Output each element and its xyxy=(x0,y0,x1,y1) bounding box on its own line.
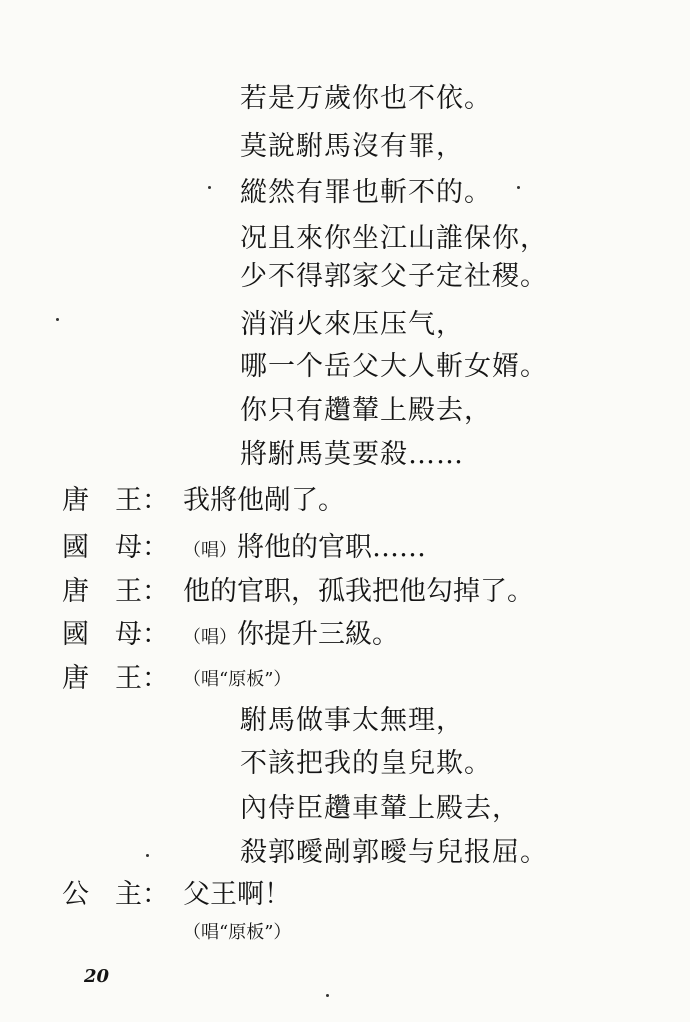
verse-line: 殺郭曖剮郭曖与兒报屈。 xyxy=(240,837,548,868)
scan-speck xyxy=(326,994,329,997)
scan-speck xyxy=(56,318,59,321)
colon: ： xyxy=(142,576,169,607)
scan-speck xyxy=(146,854,149,857)
stage-cue: （唱） xyxy=(183,540,237,561)
verse-line: 哪一个岳父大人斬女婿。 xyxy=(240,351,548,382)
speech-text: 你提升三級。 xyxy=(237,619,399,650)
verse-line: 少不得郭家父子定社稷。 xyxy=(240,261,548,292)
speaker-char: 唐 xyxy=(62,663,89,694)
colon: ： xyxy=(142,619,169,650)
verse-line: 若是万歲你也不依。 xyxy=(240,83,492,114)
speech-text: 將他的官职…… xyxy=(237,532,426,563)
colon: ： xyxy=(142,485,169,516)
scan-speck xyxy=(517,186,520,189)
speaker-char: 國 xyxy=(62,532,89,563)
stage-cue: （唱） xyxy=(183,627,237,648)
speaker-char: 王 xyxy=(115,576,142,607)
speaker-char: 王 xyxy=(115,485,142,516)
scan-speck xyxy=(208,186,211,189)
speaker-label xyxy=(62,575,169,609)
speaker-label xyxy=(62,662,169,696)
speech-line xyxy=(183,531,426,568)
speech-line xyxy=(183,618,399,655)
colon: ： xyxy=(142,532,169,563)
stage-cue: （唱“原板”） xyxy=(183,922,292,943)
stage-cue: （唱“原板”） xyxy=(183,669,292,690)
verse-line: 內侍臣趲車輦上殿去， xyxy=(240,793,520,824)
verse-line: 不該把我的皇兒欺。 xyxy=(240,748,492,779)
verse-line: 况且來你坐江山誰保你， xyxy=(240,223,548,254)
speaker-label xyxy=(62,531,169,565)
verse-line: 莫說駙馬沒有罪， xyxy=(240,131,464,162)
verse-line: 消消火來压压气， xyxy=(240,309,464,340)
speaker-char: 主 xyxy=(115,879,142,910)
speaker-label xyxy=(62,878,169,912)
speaker-char: 母 xyxy=(115,532,142,563)
speaker-char: 王 xyxy=(115,663,142,694)
verse-line: 縱然有罪也斬不的。 xyxy=(240,177,492,208)
colon: ： xyxy=(142,879,169,910)
speaker-char: 母 xyxy=(115,619,142,650)
speaker-char: 公 xyxy=(62,879,89,910)
speech-text: 我將他剮了。 xyxy=(183,485,345,516)
verse-line: 你只有趲輦上殿去， xyxy=(240,395,492,426)
speaker-label xyxy=(62,618,169,652)
speaker-char: 國 xyxy=(62,619,89,650)
colon: ： xyxy=(142,663,169,694)
speech-text: 父王啊！ xyxy=(183,879,291,910)
page-number: 20 xyxy=(84,966,110,987)
speaker-label xyxy=(62,484,169,518)
verse-line: 駙馬做事太無理， xyxy=(240,705,464,736)
speaker-char: 唐 xyxy=(62,485,89,516)
speech-text: 他的官职，孤我把他勾掉了。 xyxy=(183,576,534,607)
speaker-char: 唐 xyxy=(62,576,89,607)
verse-line: 將駙馬莫要殺…… xyxy=(240,439,464,470)
